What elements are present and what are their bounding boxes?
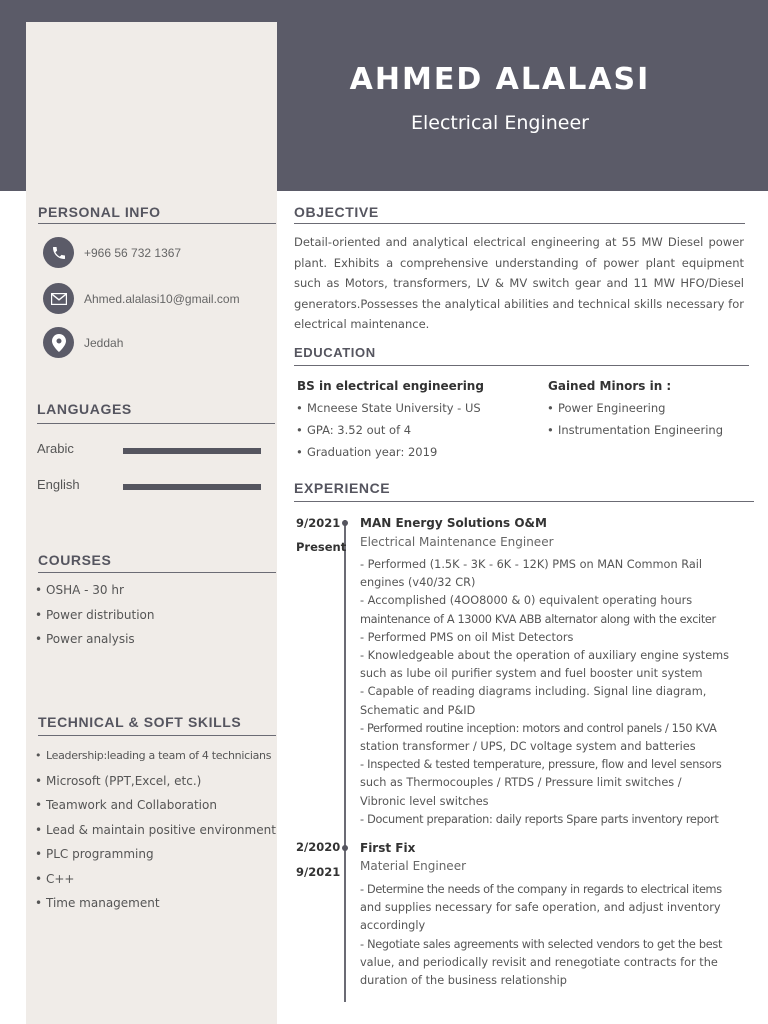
job-line: and supplies necessary for safe operation, and adjust inventory — [360, 901, 721, 915]
job-company: MAN Energy Solutions O&M — [360, 516, 547, 530]
languages-rule — [37, 423, 275, 424]
courses-heading: COURSES — [38, 552, 112, 568]
job-line: such as Thermocouples / RTDS / Pressure limit switches / — [360, 776, 682, 790]
mail-icon — [43, 283, 74, 314]
list-item: • PLC programming — [35, 847, 276, 872]
language-label-arabic: Arabic — [37, 441, 74, 456]
courses-list — [35, 583, 154, 657]
job-line: Vibronic level switches — [360, 794, 489, 808]
list-item: • Lead & maintain positive environment — [35, 823, 276, 848]
languages-heading: LANGUAGES — [37, 401, 132, 417]
language-level-bar-arabic — [123, 448, 261, 454]
job-date-start: 2/2020 — [296, 840, 341, 854]
job-role: Electrical Maintenance Engineer — [360, 535, 554, 549]
job-description — [360, 881, 752, 990]
job-date-end: 9/2021 — [296, 865, 341, 879]
education-rule — [294, 365, 749, 366]
job-line: value, and periodically revisit and renegotiate contracts for the — [360, 955, 718, 969]
experience-heading: EXPERIENCE — [294, 480, 391, 496]
job-line: - Performed routine inception: motors and control panels / 150 KVA — [360, 721, 717, 735]
job-date-end: Present — [296, 540, 347, 554]
timeline-dot — [342, 520, 348, 526]
job-date-start: 9/2021 — [296, 516, 341, 530]
experience-timeline — [344, 520, 346, 1002]
list-item: • Power distribution — [35, 608, 154, 633]
job-line: - Knowledgeable about the operation of auxiliary engine systems — [360, 649, 730, 663]
phone-number: +966 56 732 1367 — [84, 246, 182, 260]
job-line: station transformer / UPS, DC voltage system and batteries — [360, 740, 696, 754]
job-line: - Accomplished (4OO8000 & 0) equivalent operating hours — [360, 594, 693, 608]
location: Jeddah — [84, 336, 124, 350]
list-item: • Leadership:leading a team of 4 technicians — [35, 749, 276, 774]
list-item: • Teamwork and Collaboration — [35, 798, 276, 823]
list-item: • Graduation year: 2019 — [296, 445, 481, 467]
list-item: • Microsoft (PPT,Excel, etc.) — [35, 774, 276, 799]
job-line: duration of the business relationship — [360, 974, 567, 988]
candidate-name: AHMED ALALASI — [349, 62, 651, 97]
timeline-dot — [342, 845, 348, 851]
list-item: • Power Engineering — [547, 401, 723, 423]
personal-info-heading: PERSONAL INFO — [38, 204, 161, 220]
job-line: - Inspected & tested temperature, pressure, flow and level sensors — [360, 758, 722, 772]
location-pin-icon — [43, 327, 74, 358]
job-line: engines (v40/32 CR) — [360, 576, 476, 590]
job-description — [360, 556, 752, 829]
job-line: - Performed PMS on oil Mist Detectors — [360, 630, 574, 644]
list-item: • Time management — [35, 896, 276, 921]
minors-heading: Gained Minors in : — [548, 379, 672, 393]
email-address: Ahmed.alalasi10@gmail.com — [84, 292, 240, 306]
skills-list — [35, 749, 276, 921]
job-line: - Capable of reading diagrams including. Signal line diagram, — [360, 685, 707, 699]
job-company: First Fix — [360, 841, 416, 855]
minors-list — [547, 401, 723, 445]
experience-rule — [294, 501, 754, 502]
job-line: - Determine the needs of the company in regards to electrical items — [360, 883, 722, 896]
list-item: • GPA: 3.52 out of 4 — [296, 423, 481, 445]
list-item: • C++ — [35, 872, 276, 897]
skills-heading: TECHNICAL & SOFT SKILLS — [38, 714, 242, 730]
job-line: - Negotiate sales agreements with selected vendors to get the best — [360, 937, 723, 951]
objective-rule — [294, 223, 745, 224]
job-line: - Performed (1.5K - 3K - 6K - 12K) PMS on MAN Common Rail — [360, 558, 703, 571]
language-label-english: English — [37, 477, 80, 492]
list-item: • Power analysis — [35, 632, 154, 657]
phone-icon — [43, 237, 74, 268]
degree-heading: BS in electrical engineering — [297, 379, 484, 393]
job-role: Material Engineer — [360, 859, 467, 873]
list-item: • Instrumentation Engineering — [547, 423, 723, 445]
skills-rule — [38, 735, 276, 736]
job-line: Schematic and P&ID — [360, 703, 476, 717]
list-item: • Mcneese State University - US — [296, 401, 481, 423]
courses-rule — [38, 572, 276, 573]
objective-heading: OBJECTIVE — [294, 204, 379, 220]
job-line: maintenance of A 13000 KVA ABB alternator along with the exciter — [360, 612, 716, 626]
candidate-title: Electrical Engineer — [411, 112, 589, 134]
job-line: such as lube oil purifier system and fuel booster unit system — [360, 667, 703, 681]
list-item: • OSHA - 30 hr — [35, 583, 154, 608]
language-level-bar-english — [123, 484, 261, 490]
personal-info-rule — [38, 223, 276, 224]
job-line: - Document preparation: daily reports Spare parts inventory report — [360, 812, 719, 826]
job-line: accordingly — [360, 919, 426, 933]
objective-text: Detail-oriented and analytical electrical engineering at 55 MW Diesel power plant. Exhibits a comprehensive understanding of power plant equipment such as Motors, transformers, LV & MV switch gear and 11 MW HFO/Diesel generators.Possesses the analytical abilities and technical skills necessary for electrical maintenance. — [294, 235, 744, 331]
education-heading: EDUCATION — [294, 345, 376, 360]
degree-details-list — [296, 401, 481, 467]
